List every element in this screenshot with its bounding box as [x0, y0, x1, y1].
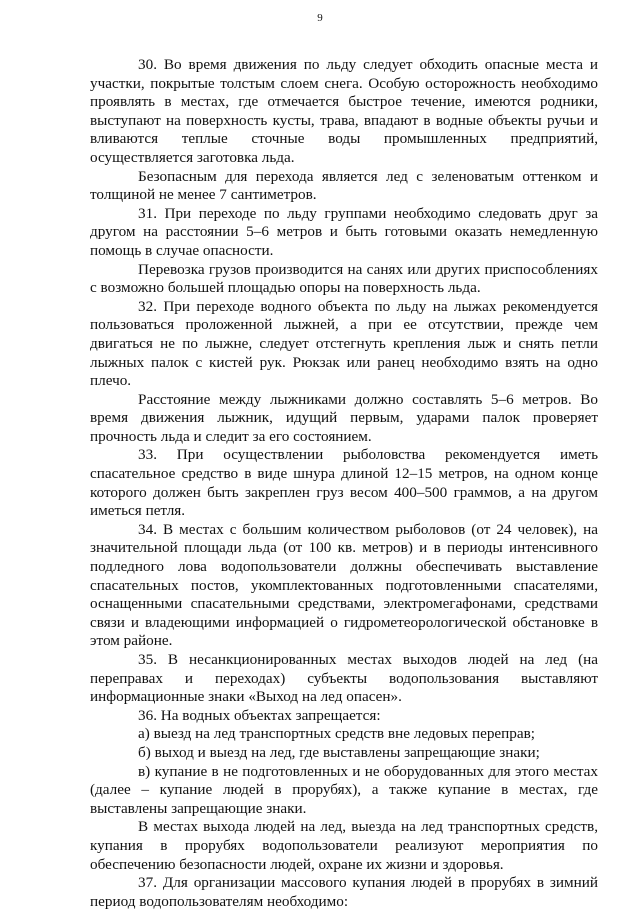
list-item-v: в) купание в не подготовленных и не оборудованных для этого местах (далее – купание людей в прорубях), а также купание в местах, где выставлены запрещающие знаки.: [90, 762, 598, 817]
paragraph-36: 36. На водных объектах запрещается:: [138, 706, 381, 724]
paragraph-35: 35. В несанкционированных местах выходов людей на лед (на переправах и переходах) субъекты водопользования выставляют информационные знаки «Выход на лед опасен».: [90, 651, 598, 706]
paragraph-37: 37. Для организации массового купания людей в прорубях в зимний период водопользователям необходимо:: [90, 874, 598, 910]
paragraph-34: 34. В местах с большим количеством рыболовов (от 24 человек), на значительной площади льда (от 100 кв. метров) и в периоды интенсивного подледного лова водопользователи должны обеспечивать выставление спасательных постов, укомплектованных подготовленными спасателями, оснащенными спасательными средствами, электромегафонами, средствами связи и владеющими информацией о гидрометеорологической обстановке в этом районе.: [90, 520, 598, 650]
paragraph-32: 32. При переходе водного объекта по льду на лыжах рекомендуется пользоваться проложенной лыжней, а при ее отсутствии, прежде чем двигаться не по лыжне, следует отстегнуть крепления лыж и снять петли лыжных палок с кистей рук. Рюкзак или ранец необходимо взять на одно плечо.: [90, 297, 598, 390]
paragraph-31: 31. При переходе по льду группами необходимо следовать друг за другом на расстоянии 5–6 метров и быть готовыми оказать немедленную помощь в случае опасности.: [90, 204, 598, 259]
list-item-b: б) выход и выезд на лед, где выставлены запрещающие знаки;: [138, 743, 540, 761]
list-item-a: а) выезд на лед транспортных средств вне ледовых переправ;: [138, 725, 536, 743]
paragraph-ice-safety: Безопасным для перехода является лед с зеленоватым оттенком и толщиной не менее 7 сантиметров.: [90, 167, 598, 204]
paragraph-skiers-distance: Расстояние между лыжниками должно составлять 5–6 метров. Во время движения лыжник, идущий первым, ударами палок проверяет прочность льда и следит за его состоянием.: [90, 390, 598, 445]
document-body: [90, 56, 598, 911]
paragraph-33: 33. При осуществлении рыболовства рекомендуется иметь спасательное средство в виде шнура длиной 12–15 метров, на одном конце которого должен быть закреплен груз весом 400–500 граммов, а на другом иметься петля.: [90, 446, 598, 520]
paragraph-30: 30. Во время движения по льду следует обходить опасные места и участки, покрытые толстым слоем снега. Особую осторожность необходимо проявлять в местах, где отмечается быстрое течение, имеются родники, выступают на поверхность кусты, трава, впадают в водные объекты ручьи и вливаются теплые сточные воды промышленных предприятий, осуществляется заготовка льда.: [90, 56, 598, 166]
paragraph-cargo: Перевозка грузов производится на санях или других приспособлениях с возможно большей площадью опоры на поверхность льда.: [90, 260, 598, 297]
page-number: 9: [317, 12, 323, 24]
paragraph-exit-places: В местах выхода людей на лед, выезда на лед транспортных средств, купания в прорубях водопользователи реализуют мероприятия по обеспечению безопасности людей, охране их жизни и здоровья.: [90, 818, 598, 873]
